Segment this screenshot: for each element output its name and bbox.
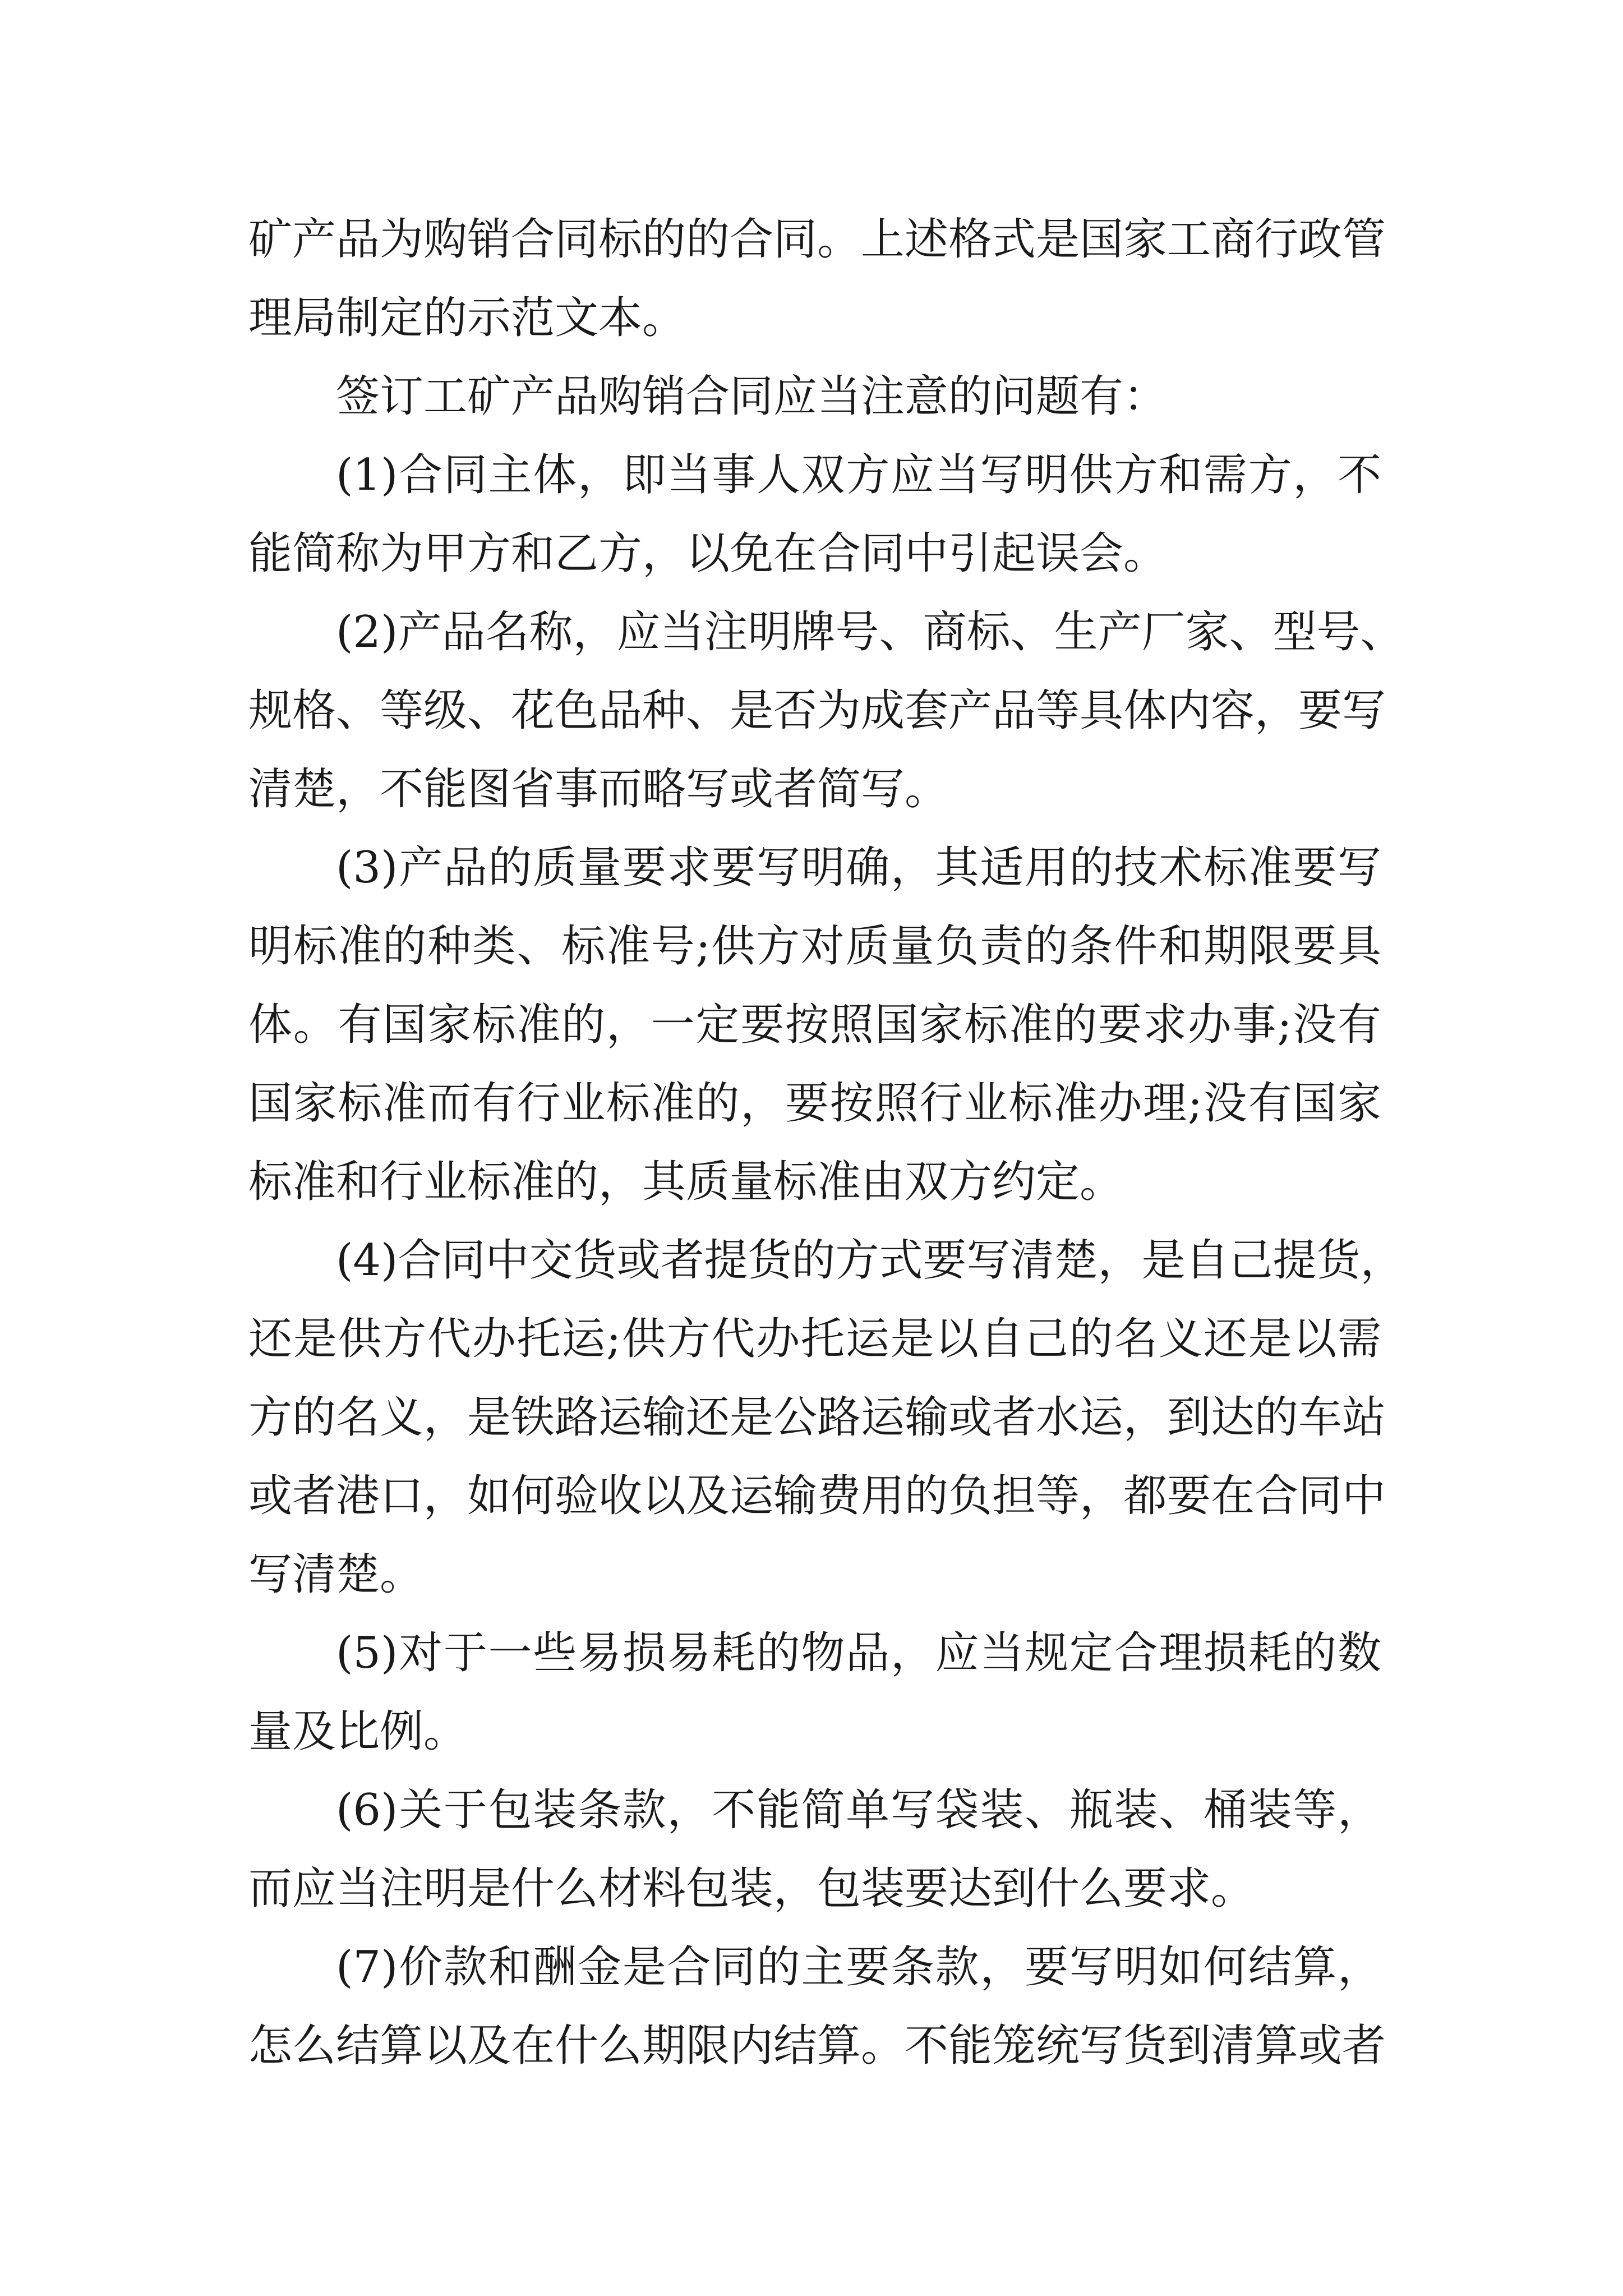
text-line: (5)对于一些易损易耗的物品，应当规定合理损耗的数 xyxy=(336,1628,1381,1678)
text-line: 体。有国家标准的，一定要按照国家标准的要求办事;没有 xyxy=(248,1000,1381,1050)
text-line: 而应当注明是什么材料包装，包装要达到什么要求。 xyxy=(248,1864,1255,1914)
text-line: (1)合同主体，即当事人双方应当写明供方和需方，不 xyxy=(336,450,1381,500)
text-line: 标准和行业标准的，其质量标准由双方约定。 xyxy=(248,1157,1124,1207)
text-line: 或者港口，如何验收以及运输费用的负担等，都要在合同中 xyxy=(248,1471,1386,1521)
text-line: (6)关于包装条款，不能简单写袋装、瓶装、桶装等， xyxy=(336,1785,1381,1835)
text-line: 能简称为甲方和乙方，以免在合同中引起误会。 xyxy=(248,528,1168,579)
text-line: (2)产品名称，应当注明牌号、商标、生产厂家、型号、 xyxy=(336,607,1404,657)
document-body xyxy=(248,200,1404,2085)
text-line: 矿产品为购销合同标的的合同。上述格式是国家工商行政管 xyxy=(248,214,1386,265)
text-line: 写清楚。 xyxy=(248,1549,424,1600)
text-line: (4)合同中交货或者提货的方式要写清楚，是自己提货， xyxy=(336,1235,1404,1286)
text-line: 明标准的种类、标准号;供方对质量负责的条件和期限要具 xyxy=(248,921,1381,972)
text-line: 量及比例。 xyxy=(248,1706,468,1757)
text-line: 理局制定的示范文本。 xyxy=(248,293,686,343)
text-line: 还是供方代办托运;供方代办托运是以自己的名义还是以需 xyxy=(248,1314,1381,1364)
text-line: 怎么结算以及在什么期限内结算。不能笼统写货到清算或者 xyxy=(248,2021,1386,2071)
text-line: 国家标准而有行业标准的，要按照行业标准办理;没有国家 xyxy=(248,1078,1381,1129)
text-line: 清楚，不能图省事而略写或者简写。 xyxy=(248,764,949,815)
text-line: (3)产品的质量要求要写明确，其适用的技术标准要写 xyxy=(336,843,1381,893)
text-line: (7)价款和酬金是合同的主要条款，要写明如何结算， xyxy=(336,1942,1381,1993)
text-line: 签订工矿产品购销合同应当注意的问题有： xyxy=(336,371,1168,422)
text-line: 规格、等级、花色品种、是否为成套产品等具体内容，要写 xyxy=(248,685,1386,736)
text-line: 方的名义，是铁路运输还是公路运输或者水运，到达的车站 xyxy=(248,1392,1386,1443)
